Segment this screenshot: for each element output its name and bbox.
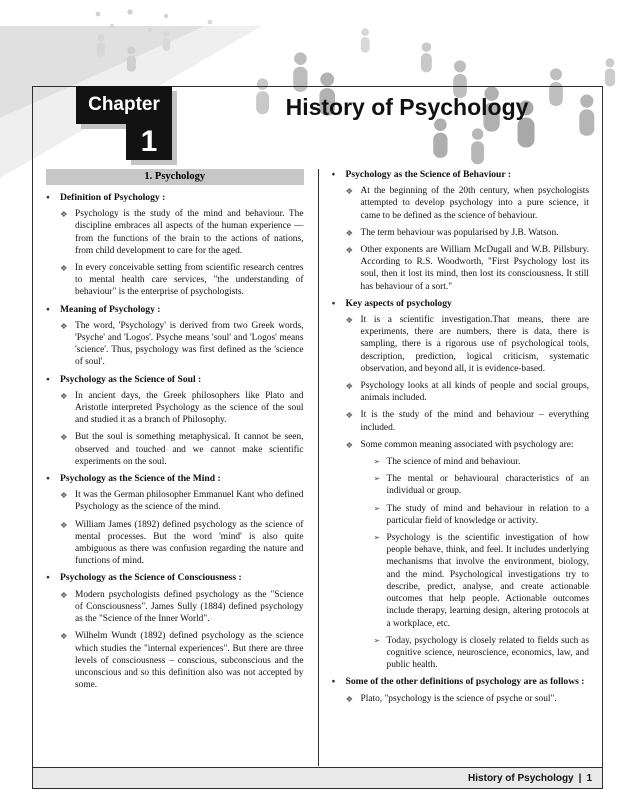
diamond-bullet-icon: ❖ — [60, 631, 68, 642]
arrow-bullet-icon: ➢ — [373, 503, 381, 513]
diamond-bullet-icon: ❖ — [345, 410, 354, 421]
item-text: Definition of Psychology : — [60, 192, 166, 203]
left-column-list — [46, 192, 304, 691]
list-item — [46, 390, 304, 427]
item-text: Wilhelm Wundt (1892) defined psychology as the science which studies the "internal experiences". But there are three levels of consciousness – conscious, subconscious and the unconscious and so this definition also was not accepted by some. — [75, 631, 304, 691]
left-column — [46, 169, 304, 764]
diamond-bullet-icon: ❖ — [60, 209, 68, 220]
item-text: It was the German philosopher Emmanuel Kant who defined Psychology as the science of the mind. — [75, 490, 304, 513]
right-column-list — [332, 169, 590, 705]
footer-bar — [33, 767, 602, 788]
list-item — [332, 409, 590, 433]
topic-heading — [46, 192, 304, 204]
list-item — [46, 320, 304, 369]
disc-bullet-icon: ● — [331, 678, 336, 686]
list-item — [332, 185, 590, 222]
item-text: Some common meaning associated with psychology are: — [360, 439, 574, 450]
arrow-bullet-icon: ➢ — [373, 474, 381, 484]
topic-heading — [332, 169, 590, 181]
list-item — [332, 503, 590, 527]
list-item — [332, 635, 590, 672]
arrow-bullet-icon: ➢ — [373, 533, 381, 543]
item-text: In every conceivable setting from scientific research centres to mental health care services, "the understanding of behaviour" is the enterprise of psychologists. — [75, 263, 304, 298]
diamond-bullet-icon: ❖ — [345, 693, 354, 704]
disc-bullet-icon: ● — [331, 171, 336, 178]
list-item — [46, 262, 304, 299]
topic-heading — [46, 304, 304, 316]
arrow-bullet-icon: ➢ — [373, 635, 381, 645]
list-item — [46, 589, 304, 626]
list-item — [332, 380, 590, 404]
disc-bullet-icon: ● — [46, 194, 50, 201]
chapter-label: Chapter — [76, 86, 172, 124]
diamond-bullet-icon: ❖ — [60, 390, 68, 401]
item-text: The word, 'Psychology' is derived from two Greek words, 'Psyche' and 'Logos'. Psyche means 'soul' and 'Logos' means 'science'. Thus, psychology was first defined as the 'science of soul'. — [75, 320, 304, 368]
item-text: Today, psychology is closely related to fields such as cognitive science, neuroscience, economics, law, and public health. — [386, 635, 589, 671]
disc-bullet-icon: ● — [46, 375, 50, 383]
item-text: The study of mind and behaviour in relation to a particular field of knowledge or activity. — [386, 503, 589, 526]
item-text: Psychology as the Science of the Mind : — [60, 473, 221, 485]
topic-heading — [46, 473, 304, 485]
diamond-bullet-icon: ❖ — [60, 263, 68, 274]
list-item — [46, 489, 304, 513]
list-item — [332, 532, 590, 630]
chapter-badge — [76, 86, 172, 158]
list-item — [46, 431, 304, 468]
item-text: Psychology as the Science of Consciousness : — [60, 572, 242, 584]
item-text: Psychology is the scientific investigation of how people behave, think, and feel. It includes underlying mechanisms that involve the environment, biology, and the mind. Psychological investigations try to describe, predict, analyse, and create actionable outcomes that help people. Actionable outcomes include therapy, learning design, altering protocols at a workplace, etc. — [386, 533, 589, 629]
item-text: But the soul is something metaphysical. It cannot be seen, observed and touched and we cannot make scientific experiments on the soul. — [75, 432, 304, 467]
section-header-bar: 1. Psychology — [46, 169, 304, 185]
footer-title: History of Psychology — [468, 772, 574, 784]
footer-separator: | — [578, 772, 582, 784]
list-item — [332, 314, 590, 375]
item-text: Psychology looks at all kinds of people and social groups, animals included. — [360, 381, 589, 404]
topic-heading — [46, 374, 304, 386]
list-item — [332, 227, 590, 239]
diamond-bullet-icon: ❖ — [60, 432, 68, 443]
diamond-bullet-icon: ❖ — [60, 320, 68, 331]
item-text: Meaning of Psychology : — [60, 303, 161, 315]
item-text: Plato, "psychology is the science of psyche or soul". — [360, 693, 557, 704]
topic-heading — [332, 298, 590, 310]
item-text: It is a scientific investigation.That means, there are experiments, there are numbers, there is data, there is sampling, there is a rigorous use of psychological tools, description, prediction, logical criticism, systematic observation, and beyond all, it is evidence-based. — [360, 315, 589, 374]
diamond-bullet-icon: ❖ — [345, 227, 354, 238]
footer-page-number: 1 — [586, 772, 592, 784]
disc-bullet-icon: ● — [46, 305, 50, 313]
list-item — [332, 456, 590, 468]
page-title: History of Psychology — [285, 94, 529, 120]
diamond-bullet-icon: ❖ — [345, 315, 354, 326]
item-text: The mental or behavioural characteristics of an individual or group. — [386, 474, 589, 497]
item-text: The science of mind and behaviour. — [386, 457, 521, 468]
item-text: Psychology is the study of the mind and behaviour. The discipline embraces all aspects of the human experience — from the functions of the brain to the actions of nations, from child development to care for the aged. — [75, 209, 304, 256]
diamond-bullet-icon: ❖ — [345, 439, 354, 450]
item-text: Some of the other definitions of psychology are as follows : — [345, 676, 585, 688]
right-column — [332, 169, 590, 764]
disc-bullet-icon: ● — [331, 299, 336, 307]
item-text: At the beginning of the 20th century, when psychologists attempted to develop psychology into a pure science, it came to be defined as the science of behaviour. — [360, 186, 589, 221]
item-text: In ancient days, the Greek philosophers like Plato and Aristotle interpreted Psychology as the science of the soul and studied it as a branch of Philosophy. — [75, 390, 304, 426]
diamond-bullet-icon: ❖ — [60, 490, 68, 501]
list-item — [46, 519, 304, 568]
topic-heading — [46, 572, 304, 584]
chapter-number: 1 — [126, 124, 172, 160]
disc-bullet-icon: ● — [46, 475, 50, 483]
topic-heading — [332, 676, 590, 688]
item-text: Key aspects of psychology — [345, 297, 452, 309]
item-text: The term behaviour was popularised by J.B. Watson. — [360, 227, 559, 238]
columns — [46, 169, 589, 764]
list-item — [332, 693, 590, 705]
disc-bullet-icon: ● — [46, 574, 50, 582]
item-text: It is the study of the mind and behaviour – everything included. — [360, 410, 589, 433]
list-item — [46, 208, 304, 257]
arrow-bullet-icon: ➢ — [373, 457, 381, 467]
diamond-bullet-icon: ❖ — [60, 519, 68, 530]
list-item — [332, 244, 590, 293]
list-item — [332, 439, 590, 451]
item-text: Modern psychologists defined psychology as the "Science of Consciousness". James Sully (1884) defined psychology as the "Science of the Inner World". — [75, 589, 304, 625]
diamond-bullet-icon: ❖ — [345, 381, 354, 392]
diamond-bullet-icon: ❖ — [60, 589, 68, 600]
item-text: Psychology as the Science of Behaviour : — [345, 169, 512, 180]
item-text: Psychology as the Science of Soul : — [60, 373, 202, 385]
content-frame — [32, 86, 603, 789]
list-item — [46, 630, 304, 691]
diamond-bullet-icon: ❖ — [345, 186, 354, 197]
item-text: William James (1892) defined psychology as the science of mental processes. But the word 'mind' is also quite ambiguous as there was confusion regarding the nature and functions of mind. — [75, 519, 304, 567]
item-text: Other exponents are William McDugall and W.B. Pillsbury. According to R.S. Woodworth, "First Psychology lost its soul, then it lost its mind, then lost its consciousness. It still has behaviour of a sort." — [360, 245, 589, 292]
diamond-bullet-icon: ❖ — [345, 245, 354, 256]
list-item — [332, 473, 590, 497]
